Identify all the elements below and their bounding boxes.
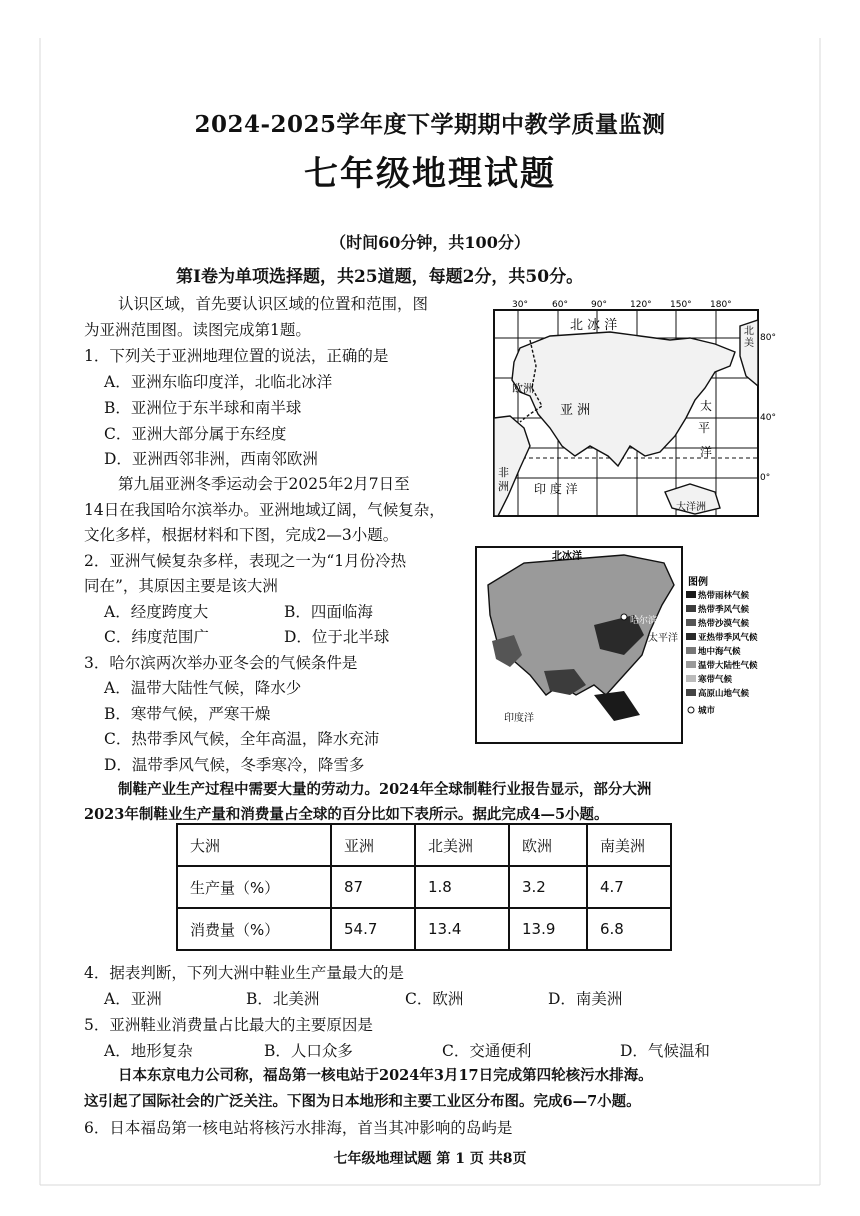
lon-label: 60° xyxy=(552,300,568,310)
asia-range-map xyxy=(490,296,780,520)
q5-option-d[interactable]: D．气候温和 xyxy=(620,1042,710,1060)
intro3-line2: 2023年制鞋业生产量和消费量占全球的百分比如下表所示。据此完成4—5小题。 xyxy=(84,806,609,823)
arctic-ocean-label: 北 冰 洋 xyxy=(570,318,618,333)
europe-label: 欧洲 xyxy=(512,382,534,395)
intro4-line1: 日本东京电力公司称，福岛第一核电站于2024年3月17日完成第四轮核污水排海。 xyxy=(118,1067,653,1084)
exam-title: 2024-2025学年度下学期期中教学质量监测 xyxy=(194,111,666,138)
table-cell: 生产量（%） xyxy=(177,866,331,908)
lon-label: 120° xyxy=(630,300,652,310)
legend-item: 热带雨林气候 xyxy=(698,591,750,601)
table-cell: 欧洲 xyxy=(509,824,587,866)
table-cell: 13.9 xyxy=(509,908,587,950)
table-cell: 大洲 xyxy=(177,824,331,866)
q3-option-a[interactable]: A．温带大陆性气候，降水少 xyxy=(104,679,302,697)
harbin-label: 哈尔滨 xyxy=(630,616,658,626)
table-cell: 亚洲 xyxy=(331,824,415,866)
legend-item: 城市 xyxy=(698,706,716,716)
q1-stem: 1．下列关于亚洲地理位置的说法，正确的是 xyxy=(84,347,389,365)
q4-option-a[interactable]: A．亚洲 xyxy=(104,990,162,1008)
q1-option-b[interactable]: B．亚洲位于东半球和南半球 xyxy=(104,399,302,417)
q4-option-d[interactable]: D．南美洲 xyxy=(548,990,623,1008)
lon-label: 180° xyxy=(710,300,732,310)
intro2-line2: 14日在我国哈尔滨举办。亚洲地域辽阔，气候复杂， xyxy=(84,501,445,519)
legend-item: 热带沙漠气候 xyxy=(698,619,750,629)
q2-option-c[interactable]: C．纬度范围广 xyxy=(104,628,209,646)
legend-title: 图例 xyxy=(688,577,708,588)
table-cell: 87 xyxy=(331,866,415,908)
q4-option-c[interactable]: C．欧洲 xyxy=(405,990,464,1008)
legend-item: 温带大陆性气候 xyxy=(698,661,758,671)
q2-option-b[interactable]: B．四面临海 xyxy=(284,603,373,621)
table-cell: 1.8 xyxy=(415,866,509,908)
shoe-industry-table xyxy=(176,823,672,951)
namerica-label: 北美 xyxy=(744,326,754,349)
time-note: （时间60分钟，共100分） xyxy=(330,233,530,252)
table-row xyxy=(177,866,671,908)
table-cell: 消费量（%） xyxy=(177,908,331,950)
asia-climate-map xyxy=(474,545,784,745)
q5-option-b[interactable]: B．人口众多 xyxy=(264,1042,353,1060)
q5-stem: 5．亚洲鞋业消费量占比最大的主要原因是 xyxy=(84,1016,373,1034)
q5-option-c[interactable]: C．交通便利 xyxy=(442,1042,532,1060)
legend-item: 亚热带季风气候 xyxy=(698,633,758,643)
q2-stem-line2: 同在”，其原因主要是该大洲 xyxy=(84,577,278,595)
q1-option-d[interactable]: D．亚洲西邻非洲，西南邻欧洲 xyxy=(104,450,318,468)
legend-item: 高原山地气候 xyxy=(698,689,750,699)
pacific-label-1: 太 xyxy=(700,399,713,413)
indian-ocean-label: 印度洋 xyxy=(504,713,534,724)
q3-stem: 3．哈尔滨两次举办亚冬会的气候条件是 xyxy=(84,654,358,672)
q1-option-c[interactable]: C．亚洲大部分属于东经度 xyxy=(104,425,287,443)
table-cell: 3.2 xyxy=(509,866,587,908)
table-cell: 4.7 xyxy=(587,866,671,908)
intro1-line2: 为亚洲范围图。读图完成第1题。 xyxy=(84,321,311,339)
pacific-label-2: 平 xyxy=(698,421,711,435)
legend-item: 地中海气候 xyxy=(698,647,741,657)
exam-subject-title: 七年级地理试题 xyxy=(304,154,556,194)
lon-label: 150° xyxy=(670,300,692,310)
intro2-line1: 第九届亚洲冬季运动会于2025年2月7日至 xyxy=(118,475,410,493)
q5-option-a[interactable]: A．地形复杂 xyxy=(104,1042,193,1060)
asia-label: 亚 洲 xyxy=(560,403,591,418)
q4-option-b[interactable]: B．北美洲 xyxy=(246,990,320,1008)
q2-stem-line1: 2．亚洲气候复杂多样，表现之一为“1月份冷热 xyxy=(84,552,407,570)
q2-option-a[interactable]: A．经度跨度大 xyxy=(104,603,209,621)
arctic-ocean-label: 北冰洋 xyxy=(552,551,582,562)
q4-stem: 4．据表判断，下列大洲中鞋业生产量最大的是 xyxy=(84,964,404,982)
intro3-line1: 制鞋产业生产过程中需要大量的劳动力。2024年全球制鞋行业报告显示，部分大洲 xyxy=(118,781,652,798)
q1-option-a[interactable]: A．亚洲东临印度洋，北临北冰洋 xyxy=(104,373,333,391)
page-footer: 七年级地理试题 第 1 页 共8页 xyxy=(333,1151,527,1167)
oceania-label: 大洋洲 xyxy=(676,502,706,513)
harbin-city-marker xyxy=(621,614,627,620)
lon-label: 30° xyxy=(512,300,528,310)
legend-item: 寒带气候 xyxy=(698,675,733,685)
table-cell: 6.8 xyxy=(587,908,671,950)
q3-option-b[interactable]: B．寒带气候，严寒干燥 xyxy=(104,705,271,723)
lon-label: 90° xyxy=(591,300,607,310)
table-cell: 54.7 xyxy=(331,908,415,950)
intro4-line2: 这引起了国际社会的广泛关注。下图为日本地形和主要工业区分布图。完成6—7小题。 xyxy=(84,1093,641,1110)
q3-option-d[interactable]: D．温带季风气候，冬季寒冷，降雪多 xyxy=(104,756,365,774)
indian-ocean-label: 印 度 洋 xyxy=(534,482,578,496)
lat-label: 0° xyxy=(760,473,771,483)
table-header-row xyxy=(177,824,671,866)
table-cell: 北美洲 xyxy=(415,824,509,866)
pacific-label-3: 洋 xyxy=(700,445,713,459)
lat-label: 80° xyxy=(760,333,776,343)
pacific-label: 太平洋 xyxy=(648,633,678,644)
part-heading: 第Ⅰ卷为单项选择题，共25道题，每题2分，共50分。 xyxy=(176,267,584,287)
table-cell: 13.4 xyxy=(415,908,509,950)
table-row xyxy=(177,908,671,950)
africa-label: 非洲 xyxy=(498,466,509,493)
q6-stem: 6．日本福岛第一核电站将核污水排海，首当其冲影响的岛屿是 xyxy=(84,1119,513,1137)
legend-item: 热带季风气候 xyxy=(698,605,750,615)
q3-option-c[interactable]: C．热带季风气候，全年高温，降水充沛 xyxy=(104,730,380,748)
intro1-line1: 认识区域，首先要认识区域的位置和范围，图 xyxy=(118,295,429,313)
q2-option-d[interactable]: D．位于北半球 xyxy=(284,628,390,646)
table-cell: 南美洲 xyxy=(587,824,671,866)
intro2-line3: 文化多样，根据材料和下图，完成2—3小题。 xyxy=(84,526,399,544)
lat-label: 40° xyxy=(760,413,776,423)
